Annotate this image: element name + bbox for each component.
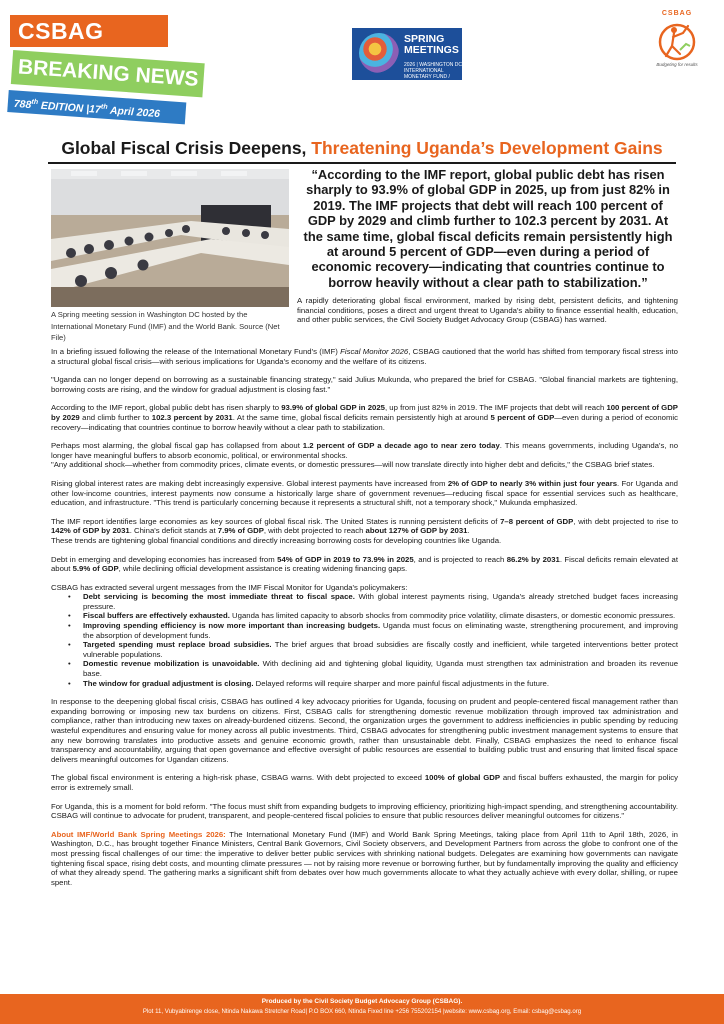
list-item-text: With declining aid and tightening global liquidity, Uganda must strengthen tax administration and broaden its revenue base. — [83, 659, 679, 679]
edition-label — [7, 90, 186, 124]
edition-date: April 2026 — [106, 104, 161, 121]
list-item — [51, 592, 678, 611]
text-run: Rising global interest rates are making debt increasingly expensive. Global interest payments have increased from — [51, 478, 448, 488]
spring-logo-subtitle — [404, 62, 462, 86]
text-run: . China's deficit stands at — [129, 526, 218, 536]
highlight-figure: 7–8 percent of GDP — [500, 516, 574, 526]
headline-part1: Global Fiscal Crisis Deepens, — [61, 138, 312, 158]
paragraph — [51, 830, 678, 888]
list-item — [51, 659, 678, 678]
article-body — [51, 347, 678, 896]
list-item-text: With global interest payments rising, Uganda's already stretched budget faces increasing pressure. — [83, 592, 678, 611]
highlight-figure: 86.2% by 2031 — [506, 554, 560, 564]
list-item — [51, 611, 678, 621]
meeting-photo-illustration — [51, 169, 289, 307]
paragraph: In response to the deepening global fiscal crisis, CSBAG has outlined 4 key advocacy priorities for Uganda, focusing on prudent and people-centered fiscal management rather than expanding borrowing or imposing new tax burdens on citizens. First, CSBAG calls for strengthening domestic revenue mobilization through improved tax administration and compliance, rather than introducing new taxes on already-burdened citizens. Second, the organization urges the government to address inefficiencies in public spending by reducing wasteful expenditures and ensuring value for money across all public investments. Third, CSBAG advocates for strengthening public investment management systems to ensure that any new borrowing translates into productive assets and genuine economic growth, rather than unsustainable debt. Finally, CSBAG emphasizes the need to enhance fiscal transparency and accountability, arguing that open governance and effective oversight of public resources are essential to building public trust and ensuring that limited fiscal space delivers meaningful outcomes for Ugandan citizens. — [51, 697, 678, 764]
text-run: . — [467, 526, 470, 536]
footer-producer: Produced by the Civil Society Budget Advocacy Group (CSBAG). — [261, 998, 463, 1005]
footer — [0, 994, 724, 1024]
edition-number: 788 — [13, 97, 32, 112]
footer-contact: Plot 11, Vubyabirenge close, Ntinda Nakawa Stretcher Road| P.O BOX 660, Ntinda Fixed line +256 755202154 |website: www.csbag.org, Email: csbag@csbag.org — [142, 1008, 582, 1015]
spring-logo-org: INTERNATIONAL MONETARY FUND / WORLD BANK GROUP — [404, 68, 458, 86]
highlight-figure: 142% of GDP by 2031 — [51, 526, 130, 536]
highlight-figure: about 127% of GDP by 2031 — [365, 526, 468, 536]
highlight-figure: 100 percent of GDP by 2029 — [51, 403, 678, 422]
headline-divider — [48, 162, 676, 164]
masthead — [0, 0, 724, 132]
list-item-lead: Improving spending efficiency is now more important than increasing budgets. — [83, 621, 381, 631]
csbag-logo-tagline: Budgeting for results — [656, 62, 698, 67]
spring-logo-title — [404, 34, 459, 56]
text-run: The International Monetary Fund (IMF) and World Bank Spring Meetings, taking place from April 11th to April 18th, 2026, in Washington, D.C., has brought together Finance Ministers, Central Bank Governors, Civil Society observers, and Development Partners from across the globe to confront one of the most pressing fiscal challenges of our time: the imperative to deliver better public services with shrinking national budgets. Delegates are examining how governments can navigate tightening fiscal space, rising debt costs, and mounting climate pressures — not by raising more revenue or borrowing further, but by fundamentally improving the quality and efficiency of what they already spend. The gathering marks a significant shift from debates over how much governments allocate to what they actually achieve with every dollar, shilling, or rupee spent. — [51, 829, 678, 887]
page-title — [0, 138, 724, 159]
text-run: . This means governments, including Uganda's, no longer have meaningful buffers to absorb economic, political, or environmental shocks. — [51, 441, 679, 460]
paragraph — [51, 441, 678, 460]
paragraph: These trends are tightening global financial conditions and directly increasing borrowing costs for developing countries like Uganda. — [51, 535, 502, 545]
text-run: . At the same time, global fiscal deficits remain persistently high at around — [232, 412, 491, 422]
highlight-figure: 5.9% of GDP — [72, 564, 119, 574]
text-run: , while declining official development assistance is creating widening financing gaps. — [118, 564, 408, 574]
list-item-text: Uganda has limited capacity to absorb shocks from commodity price volatility, climate disasters, or domestic economic pressures. — [229, 611, 676, 621]
csbag-logo-text: CSBAG — [661, 10, 693, 17]
text-run: , with debt projected to rise to — [573, 516, 679, 526]
photo-caption: A Spring meeting session in Washington DC hosted by the International Monetary Fund (IMF) and the World Bank. Source (Net File) — [51, 310, 280, 342]
date-suffix: th — [100, 103, 108, 111]
highlight-figure: 102.3 percent by 2031 — [151, 412, 233, 422]
spring-logo-line2: MEETINGS — [404, 44, 459, 56]
highlight-figure: 93.9% of global GDP in 2025 — [281, 403, 385, 413]
section-lead: About IMF/World Bank Spring Meetings 2026: — [51, 829, 226, 839]
paragraph — [51, 403, 678, 432]
report-title: Fiscal Monitor 2026 — [340, 347, 409, 356]
highlight-figure: 1.2 percent of GDP a decade ago to near zero today — [302, 441, 500, 451]
list-item-lead: Targeted spending must replace broad subsidies. — [83, 640, 272, 650]
breaking-news-banner: BREAKING NEWS — [11, 50, 205, 97]
list-item — [51, 640, 678, 659]
highlight-figure: 100% of global GDP — [424, 773, 501, 783]
text-run: Debt in emerging and developing economies has increased from — [51, 554, 278, 564]
text-run: Perhaps most alarming, the global fiscal gap has collapsed from about — [51, 441, 303, 451]
paragraph — [51, 517, 678, 536]
text-run: and climb further to — [79, 412, 152, 422]
highlight-figure: 7.9% of GDP — [217, 526, 264, 536]
list-item-text: Uganda must focus on eliminating waste, strengthening procurement, and improving the absorption of development funds. — [83, 621, 678, 640]
intro-paragraph: A rapidly deteriorating global fiscal environment, marked by rising debt, persistent deficits, and tightening financial conditions, poses a direct and urgent threat to Uganda's ability to finance essential health, education, and other public services, the Civil Society Budget Advocacy Group (CSBAG) has warned. — [297, 296, 678, 325]
text-run: The global fiscal environment is entering a high-risk phase, CSBAG warns. With debt projected to exceed — [51, 773, 425, 783]
paragraph — [51, 555, 678, 574]
headline-part2: Threatening Uganda’s Development Gains — [311, 138, 663, 158]
edition-text: EDITION |17 — [37, 99, 102, 116]
pull-quote: “According to the IMF report, global public debt has risen sharply to 93.9% of global GDP in 2025, up from just 82% in 2019. The IMF projects that debt will reach 100 percent of GDP by 2029 and climb further to 102.3 percent by 2031. At the same time, global fiscal deficits remain persistently high at around 5 percent of GDP—even during a period of economic recovery—indicating that countries continue to borrow heavily without a clear path to stabilization.” — [303, 167, 673, 290]
paragraph — [51, 479, 678, 508]
paragraph: CSBAG has extracted several urgent messages from the IMF Fiscal Monitor for Uganda's policymakers: — [51, 582, 408, 592]
text-run: . Fiscal deficits remain elevated at about — [51, 554, 678, 574]
text-run: In a briefing issued following the release of the International Monetary Fund's (IMF) — [51, 347, 341, 356]
policy-messages-list — [51, 592, 678, 688]
text-run: . For Uganda and other low-income countries, interest payments now consume a historically large share of government revenues—reducing fiscal space for essential services such as healthcare, education, and infrastructure. "This trend is particularly concerning because it represents a structural shift, not a temporary shock," Mukunda emphasized. — [51, 478, 678, 508]
highlight-figure: 2% of GDP to nearly 3% within just four years — [447, 478, 618, 488]
highlight-figure: 5 percent of GDP — [490, 412, 555, 422]
list-item-lead: The window for gradual adjustment is closing. — [83, 678, 254, 688]
paragraph: For Uganda, this is a moment for bold reform. "The focus must shift from expanding budgets to improving efficiency, prioritizing high-impact spending, and strengthening accountability. CSBAG will continue to advocate for prudent, transparent, and people-centered fiscal policies to ensure that public resources deliver meaningful outcomes for citizens." — [51, 801, 678, 821]
paragraph: "Uganda can no longer depend on borrowing as a sustainable financing strategy," said Julius Mukunda, who prepared the brief for CSBAG. "Global financial markets are tightening, borrowing costs are rising, and the window for gradual adjustment is closing fast." — [51, 375, 678, 394]
highlight-figure: 54% of GDP in 2019 to 73.9% in 2025 — [277, 554, 414, 564]
text-run: According to the IMF report, global public debt has risen sharply to — [51, 403, 282, 413]
text-run: , CSBAG cautioned that the world has shifted from temporary fiscal stress into a structural global fiscal crisis—with serious implications for Uganda's economy and the welfare of its citizens. — [51, 347, 678, 366]
text-run: —even during a period of economic recovery—indicating that countries continue to borrow heavily without a clear path to stabilization. — [51, 412, 678, 432]
paragraph: "Any additional shock—whether from commodity prices, climate events, or domestic pressures—will now translate directly into higher debt and deficits," the CSBAG brief states. — [51, 460, 655, 470]
list-item-text: Delayed reforms will require sharper and more painful fiscal adjustments in the future. — [253, 678, 550, 688]
list-item — [51, 621, 678, 640]
list-item — [51, 679, 678, 689]
text-run: , with debt projected to reach — [263, 526, 366, 536]
list-item-text: The brief argues that broad subsidies are fiscally costly and inefficient, while targeted interventions better protect vulnerable populations. — [83, 640, 678, 659]
list-item-lead: Fiscal buffers are effectively exhausted. — [83, 611, 230, 621]
text-run: , and is projected to reach — [413, 554, 507, 564]
list-item-lead: Domestic revenue mobilization is unavoidable. — [83, 659, 260, 669]
edition-suffix: th — [31, 98, 39, 107]
spring-logo-line1: SPRING — [404, 33, 445, 45]
paragraph — [51, 773, 678, 792]
spring-meetings-logo — [352, 28, 462, 86]
globe-icon — [359, 33, 399, 73]
text-run: The IMF report identifies large economies as key sources of global fiscal risk. The United States is running persistent deficits of — [51, 516, 501, 526]
csbag-logo-icon — [650, 6, 704, 70]
paragraph — [51, 347, 678, 366]
text-run: , up from just 82% in 2019. The IMF projects that debt will reach — [384, 403, 607, 413]
brand-label: CSBAG — [10, 15, 168, 47]
spring-logo-line3: 2026 | WASHINGTON DC — [404, 62, 462, 68]
text-run: and fiscal buffers exhausted, the margin for policy error is extremely small. — [51, 773, 678, 792]
list-item-lead: Debt servicing is becoming the most immediate threat to fiscal space. — [83, 592, 355, 602]
meeting-photo — [51, 169, 289, 307]
